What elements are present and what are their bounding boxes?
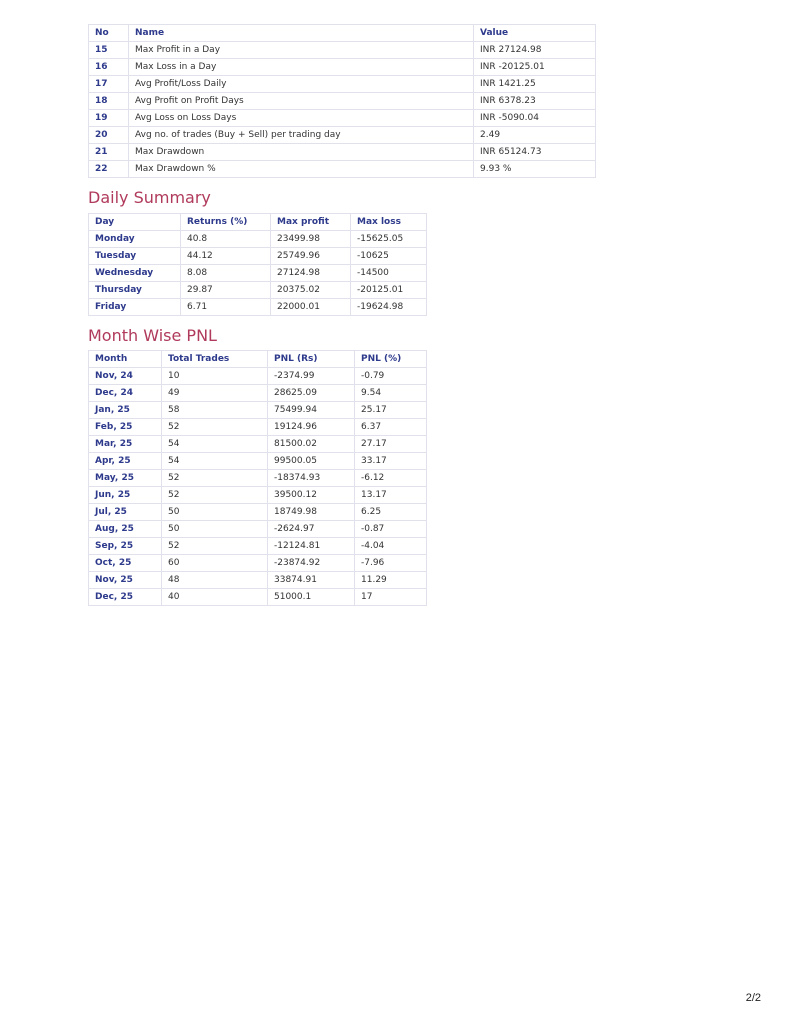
table-row (89, 248, 427, 265)
table-cell: 18 (89, 93, 129, 110)
table-cell: -23874.92 (268, 555, 355, 572)
month-wise-pnl-body (89, 368, 427, 606)
table-cell: Avg Profit/Loss Daily (129, 76, 474, 93)
table-cell: 2.49 (474, 127, 596, 144)
table-cell: 22000.01 (271, 299, 351, 316)
table-cell: -0.87 (355, 521, 427, 538)
table-cell: INR 65124.73 (474, 144, 596, 161)
table-cell: Mar, 25 (89, 436, 162, 453)
table-cell: Avg Profit on Profit Days (129, 93, 474, 110)
table-cell: 51000.1 (268, 589, 355, 606)
page-number: 2/2 (745, 992, 761, 1004)
table-cell: 52 (162, 538, 268, 555)
table-cell: -4.04 (355, 538, 427, 555)
table-cell: 6.71 (181, 299, 271, 316)
table-row (89, 419, 427, 436)
table-row (89, 555, 427, 572)
column-header-month: Month (89, 351, 162, 368)
table-cell: -12124.81 (268, 538, 355, 555)
table-cell: 20 (89, 127, 129, 144)
table-cell: 11.29 (355, 572, 427, 589)
table-cell: -7.96 (355, 555, 427, 572)
table-row (89, 538, 427, 555)
table-cell: 17 (355, 589, 427, 606)
table-row (89, 453, 427, 470)
table-cell: 8.08 (181, 265, 271, 282)
column-header-pnl-pct: PNL (%) (355, 351, 427, 368)
column-header-name: Name (129, 25, 474, 42)
table-cell: Friday (89, 299, 181, 316)
table-cell: Nov, 24 (89, 368, 162, 385)
table-cell: 25.17 (355, 402, 427, 419)
table-row (89, 282, 427, 299)
table-header-row (89, 351, 427, 368)
daily-summary-title: Daily Summary (88, 188, 211, 207)
column-header-max-loss: Max loss (351, 214, 427, 231)
column-header-returns: Returns (%) (181, 214, 271, 231)
table-cell: 16 (89, 59, 129, 76)
table-cell: Feb, 25 (89, 419, 162, 436)
table-row (89, 299, 427, 316)
table-cell: Max Drawdown % (129, 161, 474, 178)
table-row (89, 161, 596, 178)
table-cell: Apr, 25 (89, 453, 162, 470)
table-cell: Max Drawdown (129, 144, 474, 161)
table-cell: 52 (162, 487, 268, 504)
column-header-total-trades: Total Trades (162, 351, 268, 368)
table-cell: 29.87 (181, 282, 271, 299)
table-cell: -2624.97 (268, 521, 355, 538)
table-cell: 40 (162, 589, 268, 606)
table-header-row (89, 25, 596, 42)
table-cell: Avg no. of trades (Buy + Sell) per trading day (129, 127, 474, 144)
table-row (89, 521, 427, 538)
table-row (89, 76, 596, 93)
month-wise-pnl-header (89, 351, 427, 368)
table-cell: -20125.01 (351, 282, 427, 299)
table-cell: INR -20125.01 (474, 59, 596, 76)
table-cell: 20375.02 (271, 282, 351, 299)
table-cell: INR -5090.04 (474, 110, 596, 127)
table-row (89, 231, 427, 248)
table-cell: Thursday (89, 282, 181, 299)
table-cell: 19124.96 (268, 419, 355, 436)
table-cell: 27.17 (355, 436, 427, 453)
table-cell: 25749.96 (271, 248, 351, 265)
table-cell: 40.8 (181, 231, 271, 248)
stats-table-body (89, 42, 596, 178)
table-cell: 17 (89, 76, 129, 93)
table-row (89, 470, 427, 487)
table-cell: Jun, 25 (89, 487, 162, 504)
column-header-pnl-rs: PNL (Rs) (268, 351, 355, 368)
table-cell: 58 (162, 402, 268, 419)
table-row (89, 436, 427, 453)
table-cell: 50 (162, 521, 268, 538)
table-cell: -14500 (351, 265, 427, 282)
table-cell: -15625.05 (351, 231, 427, 248)
stats-table-header (89, 25, 596, 42)
table-cell: 10 (162, 368, 268, 385)
stats-table (88, 24, 596, 178)
column-header-day: Day (89, 214, 181, 231)
table-cell: Jul, 25 (89, 504, 162, 521)
table-row (89, 110, 596, 127)
table-row (89, 368, 427, 385)
daily-summary-header (89, 214, 427, 231)
table-row (89, 144, 596, 161)
table-cell: -2374.99 (268, 368, 355, 385)
table-row (89, 93, 596, 110)
table-cell: May, 25 (89, 470, 162, 487)
table-cell: 44.12 (181, 248, 271, 265)
table-cell: 6.25 (355, 504, 427, 521)
month-wise-pnl-title: Month Wise PNL (88, 326, 217, 345)
table-cell: Max Profit in a Day (129, 42, 474, 59)
table-cell: INR 6378.23 (474, 93, 596, 110)
table-cell: 99500.05 (268, 453, 355, 470)
table-cell: Max Loss in a Day (129, 59, 474, 76)
table-row (89, 59, 596, 76)
table-cell: 23499.98 (271, 231, 351, 248)
table-cell: Oct, 25 (89, 555, 162, 572)
table-cell: 19 (89, 110, 129, 127)
table-cell: Aug, 25 (89, 521, 162, 538)
table-cell: 13.17 (355, 487, 427, 504)
table-cell: 54 (162, 436, 268, 453)
table-cell: 15 (89, 42, 129, 59)
table-cell: 9.54 (355, 385, 427, 402)
table-row (89, 385, 427, 402)
table-cell: 50 (162, 504, 268, 521)
table-cell: 27124.98 (271, 265, 351, 282)
table-cell: 49 (162, 385, 268, 402)
table-cell: 39500.12 (268, 487, 355, 504)
table-row (89, 42, 596, 59)
table-row (89, 402, 427, 419)
table-cell: INR 1421.25 (474, 76, 596, 93)
table-cell: 21 (89, 144, 129, 161)
table-row (89, 127, 596, 144)
table-row (89, 487, 427, 504)
table-row (89, 504, 427, 521)
table-cell: 81500.02 (268, 436, 355, 453)
table-cell: Avg Loss on Loss Days (129, 110, 474, 127)
table-cell: Jan, 25 (89, 402, 162, 419)
table-cell: -10625 (351, 248, 427, 265)
table-cell: 75499.94 (268, 402, 355, 419)
table-cell: Tuesday (89, 248, 181, 265)
table-cell: 28625.09 (268, 385, 355, 402)
table-cell: 52 (162, 419, 268, 436)
daily-summary-body (89, 231, 427, 316)
table-cell: -6.12 (355, 470, 427, 487)
table-cell: Nov, 25 (89, 572, 162, 589)
month-wise-pnl-table (88, 350, 427, 606)
table-cell: 6.37 (355, 419, 427, 436)
table-row (89, 589, 427, 606)
table-cell: -19624.98 (351, 299, 427, 316)
table-cell: Dec, 24 (89, 385, 162, 402)
table-cell: Wednesday (89, 265, 181, 282)
table-cell: -0.79 (355, 368, 427, 385)
table-cell: 9.93 % (474, 161, 596, 178)
table-row (89, 572, 427, 589)
table-cell: 60 (162, 555, 268, 572)
column-header-max-profit: Max profit (271, 214, 351, 231)
table-cell: Dec, 25 (89, 589, 162, 606)
table-cell: 33.17 (355, 453, 427, 470)
table-row (89, 265, 427, 282)
table-cell: -18374.93 (268, 470, 355, 487)
daily-summary-table (88, 213, 427, 316)
table-cell: 33874.91 (268, 572, 355, 589)
table-cell: Monday (89, 231, 181, 248)
table-cell: 48 (162, 572, 268, 589)
table-cell: 22 (89, 161, 129, 178)
table-cell: 18749.98 (268, 504, 355, 521)
column-header-value: Value (474, 25, 596, 42)
column-header-no: No (89, 25, 129, 42)
table-cell: Sep, 25 (89, 538, 162, 555)
table-header-row (89, 214, 427, 231)
table-cell: 52 (162, 470, 268, 487)
table-cell: INR 27124.98 (474, 42, 596, 59)
table-cell: 54 (162, 453, 268, 470)
